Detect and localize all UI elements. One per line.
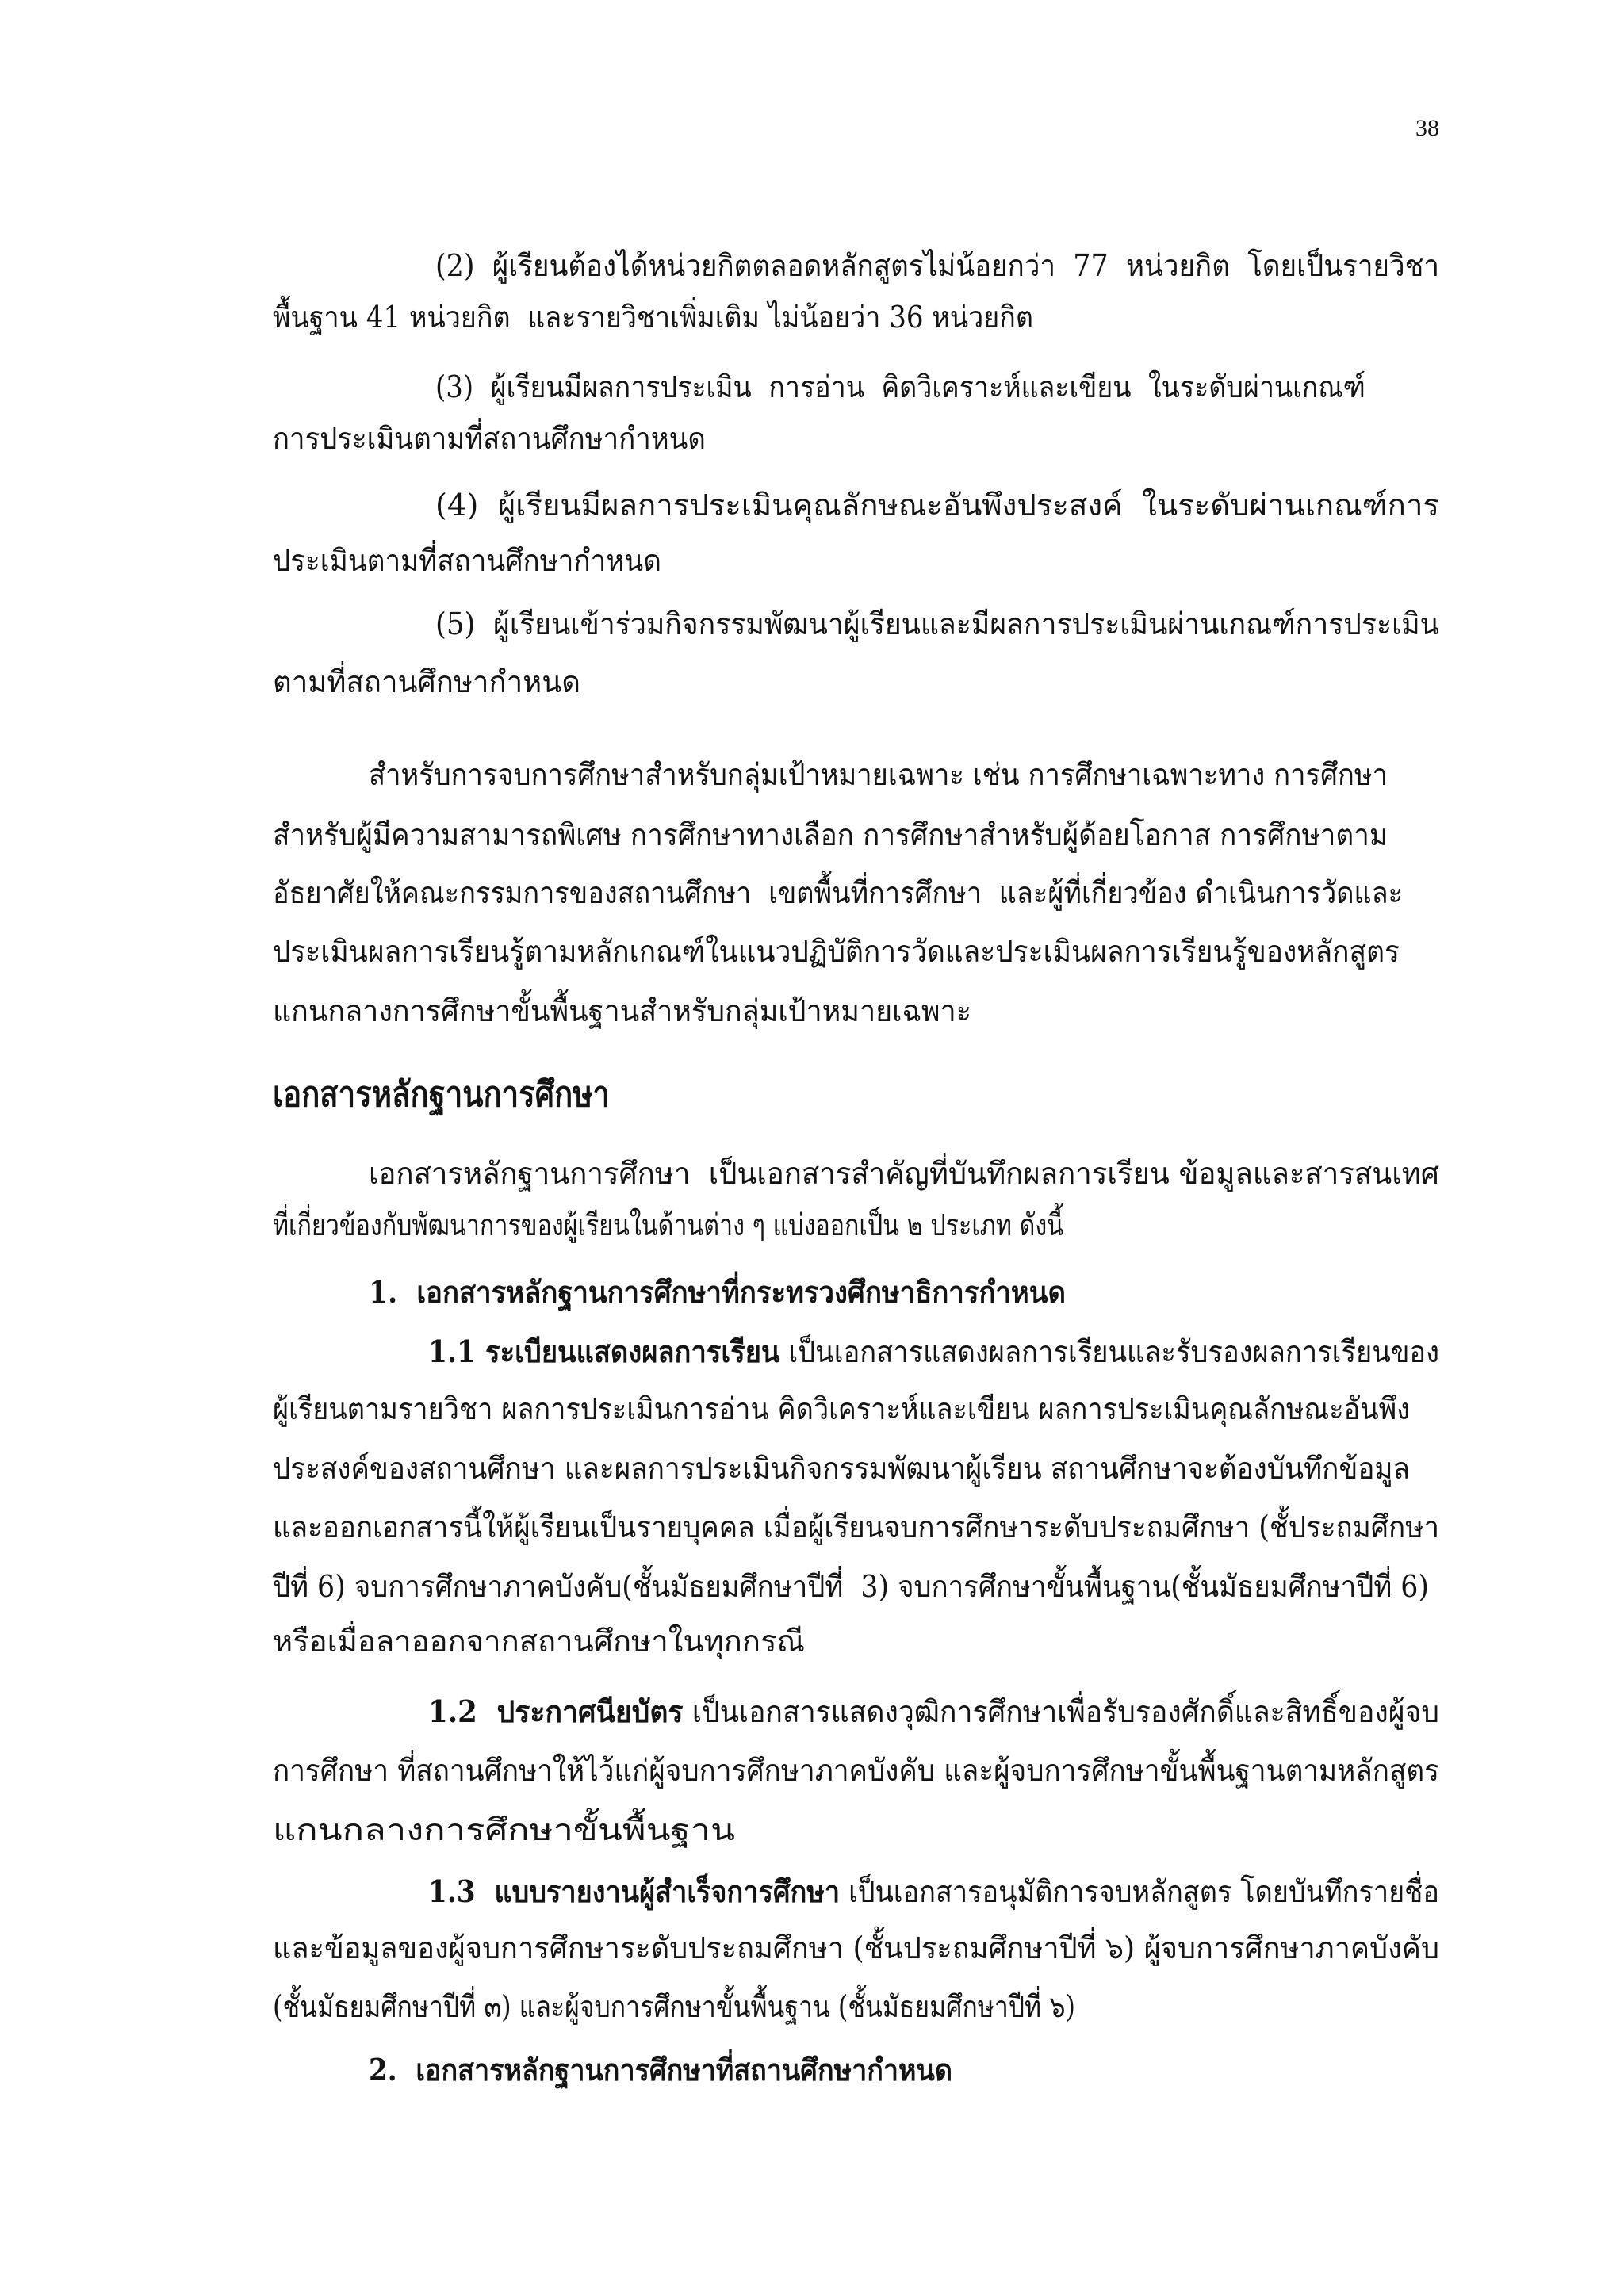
- item-1-1-label: 1.1 ระเบียนแสดงผลการเรียน: [428, 1334, 780, 1369]
- special-groups-line-4-text: ประเมินผลการเรียนรู้ตามหลักเกณฑ์ในแนวปฏิบัติการวัดและประเมินผลการเรียนรู้ของหลักสูตร: [273, 934, 1400, 969]
- special-groups-line-1: [369, 749, 1388, 800]
- criterion-4-line-1-text: (4) ผู้เรียนมีผลการประเมินคุณลักษณะอันพึงประสงค์ ในระดับผ่านเกณฑ์การ: [435, 488, 1439, 522]
- item-1-2-label: 1.2 ประกาศนียบัตร: [428, 1693, 684, 1729]
- special-groups-line-3: [273, 867, 1403, 918]
- section-heading-text: เอกสารหลักฐานการศึกษา: [273, 1074, 610, 1115]
- special-groups-line-2: [273, 809, 1388, 860]
- item-1-1-line-2: [273, 1383, 1410, 1434]
- item-1-1-line-5: [273, 1561, 1429, 1612]
- subsection-1-heading-text: 1. เอกสารหลักฐานการศึกษาที่กระทรวงศึกษาธิการกำหนด: [369, 1274, 1066, 1310]
- subsection-2-heading: [369, 2045, 952, 2095]
- criterion-4-line-1: [435, 480, 1439, 530]
- criterion-3-line-1-text: (3) ผู้เรียนมีผลการประเมิน การอ่าน คิดวิเคราะห์และเขียน ในระดับผ่านเกณฑ์: [435, 369, 1365, 404]
- item-1-2-line-3-text: แกนกลางการศึกษาขั้นพื้นฐาน: [273, 1812, 735, 1847]
- item-1-3-line-3-text: (ชั้นมัธยมศึกษาปีที่ ๓) และผู้จบการศึกษาขั้นพื้นฐาน (ชั้นมัธยมศึกษาปีที่ ๖): [273, 1989, 1075, 2024]
- item-1-2-line-3: [273, 1804, 735, 1855]
- criterion-5-line-2-text: ตามที่สถานศึกษากำหนด: [273, 664, 580, 699]
- criterion-3-line-2-text: การประเมินตามที่สถานศึกษากำหนด: [273, 421, 706, 456]
- subsection-1-heading: [369, 1267, 1066, 1318]
- item-1-3-line-2-text: และข้อมูลของผู้จบการศึกษาระดับประถมศึกษา (ชั้นประถมศึกษาปีที่ ๖) ผู้จบการศึกษาภาคบังคับ: [273, 1931, 1439, 1965]
- item-1-2-line-2: [273, 1745, 1439, 1796]
- criterion-3-line-1: [435, 362, 1365, 412]
- criterion-5-line-2: [273, 656, 580, 707]
- item-1-3-first-line: เป็นเอกสารอนุมัติการจบหลักสูตร โดยบันทึกรายชื่อ: [840, 1874, 1439, 1909]
- criterion-2-line-2-text: พื้นฐาน 41 หน่วยกิต และรายวิชาเพิ่มเติม ไม่น้อยว่า 36 หน่วยกิต: [273, 300, 1033, 335]
- item-1-1-line-5-text: ปีที่ 6) จบการศึกษาภาคบังคับ(ชั้นมัธยมศึกษาปีที่ 3) จบการศึกษาขั้นพื้นฐาน(ชั้นมัธยมศึกษาปีที่ 6): [273, 1569, 1429, 1604]
- item-1-2-line-1: [428, 1686, 1439, 1737]
- item-1-3-line-1: [428, 1866, 1439, 1917]
- criterion-5-line-1: [435, 599, 1439, 649]
- special-groups-line-2-text: สำหรับผู้มีความสามารถพิเศษ การศึกษาทางเลือก การศึกษาสำหรับผู้ด้อยโอกาส การศึกษาตาม: [273, 817, 1388, 852]
- special-groups-line-4: [273, 926, 1400, 977]
- special-groups-line-5: [273, 985, 971, 1036]
- section-intro-line-1-text: เอกสารหลักฐานการศึกษา เป็นเอกสารสำคัญที่บันทึกผลการเรียน ข้อมูลและสารสนเทศ: [369, 1156, 1439, 1191]
- item-1-3-line-3: [273, 1981, 1075, 2032]
- item-1-1-first-line: เป็นเอกสารแสดงผลการเรียนและรับรองผลการเรียนของ: [779, 1334, 1439, 1369]
- criterion-3-line-2: [273, 413, 706, 464]
- criterion-4-line-2-text: ประเมินตามที่สถานศึกษากำหนด: [273, 543, 661, 578]
- criterion-2-line-2: [273, 292, 1033, 342]
- subsection-2-heading-text: 2. เอกสารหลักฐานการศึกษาที่สถานศึกษากำหนด: [369, 2052, 952, 2087]
- item-1-1-line-4: [273, 1502, 1439, 1552]
- section-intro-line-1: [369, 1148, 1439, 1199]
- criterion-5-line-1-text: (5) ผู้เรียนเข้าร่วมกิจกรรมพัฒนาผู้เรียนและมีผลการประเมินผ่านเกณฑ์การประเมิน: [435, 607, 1439, 641]
- item-1-1-line-1: [428, 1326, 1439, 1377]
- special-groups-line-5-text: แกนกลางการศึกษาขั้นพื้นฐานสำหรับกลุ่มเป้าหมายเฉพาะ: [273, 993, 971, 1028]
- special-groups-line-3-text: อัธยาศัยให้คณะกรรมการของสถานศึกษา เขตพื้นที่การศึกษา และผู้ที่เกี่ยวข้อง ดำเนินการวัดและ: [273, 875, 1403, 910]
- item-1-1-line-6: [273, 1616, 805, 1667]
- item-1-1-line-6-text: หรือเมื่อลาออกจากสถานศึกษาในทุกกรณี: [273, 1624, 805, 1659]
- item-1-3-label: 1.3 แบบรายงานผู้สำเร็จการศึกษา: [428, 1873, 841, 1909]
- item-1-1-line-2-text: ผู้เรียนตามรายวิชา ผลการประเมินการอ่าน คิดวิเคราะห์และเขียน ผลการประเมินคุณลักษณะอันพึง: [273, 1391, 1410, 1426]
- criterion-2-line-1: [435, 240, 1439, 291]
- item-1-1-line-4-text: และออกเอกสารนี้ให้ผู้เรียนเป็นรายบุคคล เมื่อผู้เรียนจบการศึกษาระดับประถมศึกษา (ชั้ประถมศึกษา: [273, 1510, 1439, 1544]
- item-1-3-line-2: [273, 1923, 1439, 1973]
- item-1-1-line-3: [273, 1443, 1410, 1494]
- item-1-1-line-3-text: ประสงค์ของสถานศึกษา และผลการประเมินกิจกรรมพัฒนาผู้เรียน สถานศึกษาจะต้องบันทึกข้อมูล: [273, 1451, 1410, 1486]
- section-intro-line-2: [273, 1200, 1063, 1250]
- criterion-2-line-1-text: (2) ผู้เรียนต้องได้หน่วยกิตตลอดหลักสูตรไม่น้อยกว่า 77 หน่วยกิต โดยเป็นรายวิชา: [435, 248, 1439, 283]
- section-intro-line-2-text: ที่เกี่ยวข้องกับพัฒนาการของผู้เรียนในด้านต่าง ๆ แบ่งออกเป็น ๒ ประเภท ดังนี้: [273, 1207, 1063, 1242]
- section-heading: [273, 1070, 610, 1120]
- item-1-2-line-2-text: การศึกษา ที่สถานศึกษาให้ไว้แก่ผู้จบการศึกษาภาคบังคับ และผู้จบการศึกษาขั้นพื้นฐานตามหลักสูตร: [273, 1753, 1439, 1788]
- item-1-2-first-line: เป็นเอกสารแสดงวุฒิการศึกษาเพื่อรับรองศักดิ์และสิทธิ์ของผู้จบ: [683, 1694, 1439, 1729]
- page-number: 38: [1415, 115, 1439, 141]
- special-groups-line-1-text: สำหรับการจบการศึกษาสำหรับกลุ่มเป้าหมายเฉพาะ เช่น การศึกษาเฉพาะทาง การศึกษา: [369, 757, 1388, 792]
- criterion-4-line-2: [273, 535, 661, 586]
